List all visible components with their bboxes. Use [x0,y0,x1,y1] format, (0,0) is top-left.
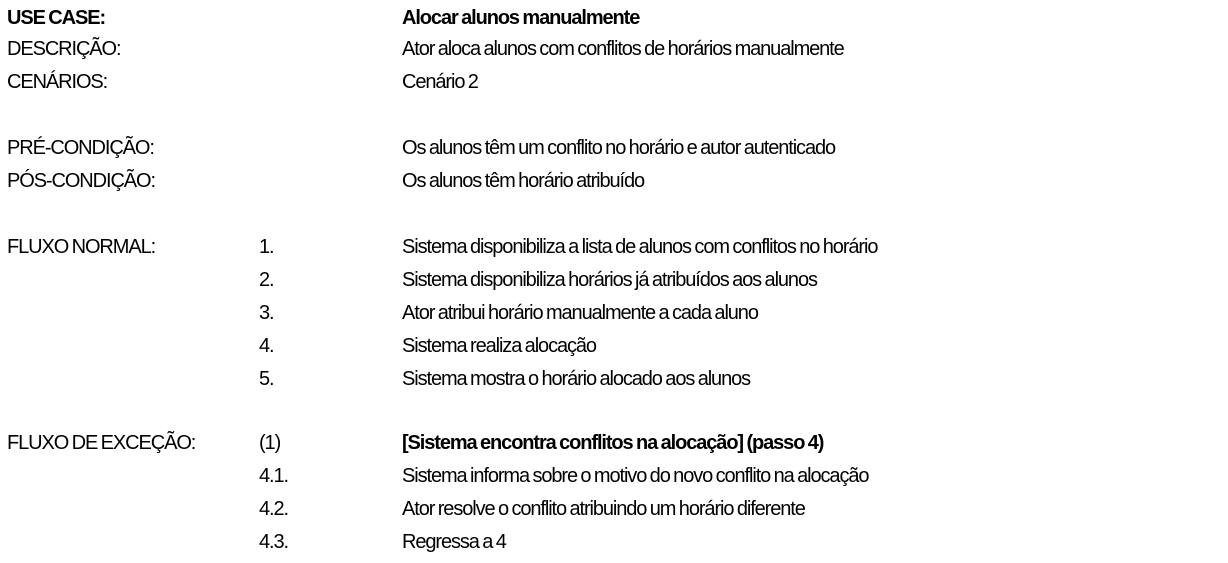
step-text: Sistema disponibiliza a lista de alunos com conflitos no horário [402,236,878,258]
fluxo-normal-step [0,331,1228,361]
fluxo-excecao-step [0,527,1228,557]
fluxo-normal-row [0,232,1228,262]
exception-title: [Sistema encontra conflitos na alocação] (passo 4) [402,432,824,454]
step-text: Sistema informa sobre o motivo do novo conflito na alocação [402,465,869,487]
pre-condicao-row [0,133,1228,163]
step-number: 4.3. [259,531,288,553]
step-number: 4. [259,335,274,357]
pre-condicao-value: Os alunos têm um conflito no horário e autor autenticado [402,137,836,159]
step-number: 3. [259,302,274,324]
step-number: 4.1. [259,465,288,487]
fluxo-excecao-step [0,494,1228,524]
pre-condicao-label: PRÉ-CONDIÇÃO: [7,137,154,159]
step-text: Ator atribui horário manualmente a cada aluno [402,302,758,324]
step-text: Ator resolve o conflito atribuindo um horário diferente [402,498,805,520]
pos-condicao-label: PÓS-CONDIÇÃO: [7,170,155,192]
fluxo-normal-label: FLUXO NORMAL: [7,236,156,258]
step-number: 2. [259,269,274,291]
pos-condicao-row [0,166,1228,196]
step-text: Sistema mostra o horário alocado aos alunos [402,368,751,390]
use-case-row [0,3,1228,33]
descricao-row [0,34,1228,64]
pos-condicao-value: Os alunos têm horário atribuído [402,170,645,192]
use-case-label: USE CASE: [7,7,106,29]
descricao-value: Ator aloca alunos com conflitos de horários manualmente [402,38,844,60]
step-text: Sistema realiza alocação [402,335,596,357]
descricao-label: DESCRIÇÃO: [7,38,121,60]
exception-ref: (1) [259,432,281,454]
step-number: 5. [259,368,274,390]
step-text: Regressa a 4 [402,531,506,553]
fluxo-normal-step [0,298,1228,328]
cenarios-label: CENÁRIOS: [7,71,108,93]
fluxo-excecao-step [0,461,1228,491]
use-case-title: Alocar alunos manualmente [402,7,640,29]
step-text: Sistema disponibiliza horários já atribuídos aos alunos [402,269,817,291]
cenarios-row [0,67,1228,97]
fluxo-excecao-label: FLUXO DE EXCEÇÃO: [7,432,196,454]
fluxo-excecao-row [0,428,1228,458]
fluxo-normal-step [0,364,1228,394]
cenarios-value: Cenário 2 [402,71,478,93]
fluxo-normal-step [0,265,1228,295]
step-number: 1. [259,236,274,258]
step-number: 4.2. [259,498,288,520]
